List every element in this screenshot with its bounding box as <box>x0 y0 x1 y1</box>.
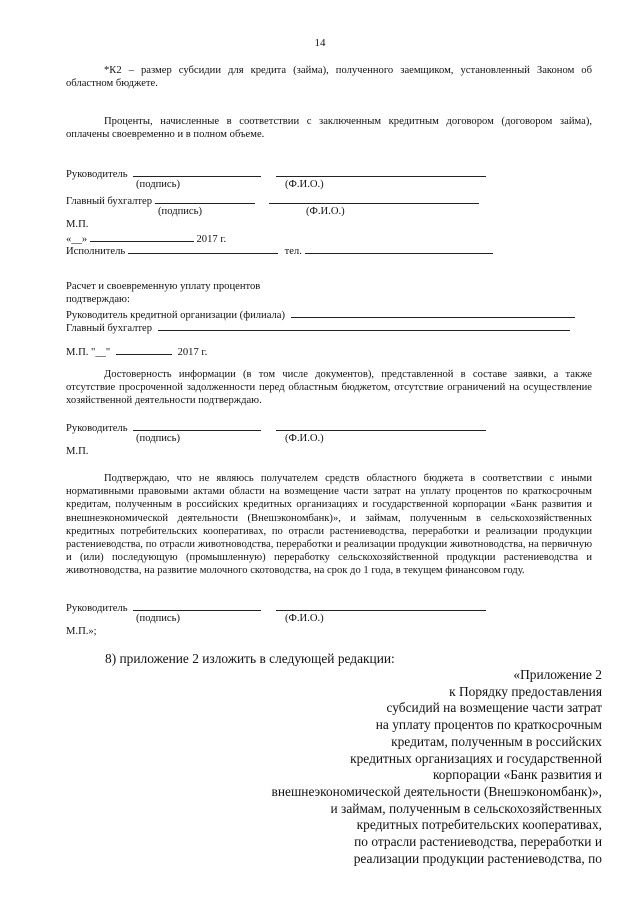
date-month-field <box>90 231 194 242</box>
signature-field <box>133 166 261 177</box>
footnote-k2: *К2 – размер субсидии для кредита (займа), полученного заемщиком, установленный Законом об областном бюджете. <box>66 65 592 90</box>
signature-caption: (подпись) <box>136 613 180 624</box>
name-field <box>276 420 486 431</box>
appendix-line: кредитных организациях и государственной <box>350 750 602 766</box>
name-caption: (Ф.И.О.) <box>285 613 324 624</box>
stamp-place: М.П. <box>66 219 89 230</box>
phone-label: тел. <box>284 246 302 257</box>
signature-caption: (подпись) <box>158 206 202 217</box>
reliability-statement: Достоверность информации (в том числе документов), представленной в составе заявки, а также отсутствие просроченной задолженности перед областным бюджетом, отсутствие ограничений на осуществление хозяйственной деятельности подтверждаю. <box>66 369 592 407</box>
head-signature-line-3 <box>66 600 486 614</box>
date-suffix: 2017 г. <box>196 234 227 245</box>
executor-label: Исполнитель <box>66 246 126 257</box>
appendix-line: реализации продукции растениеводства, по <box>353 850 602 866</box>
phone-field <box>305 243 493 254</box>
appendix-line: «Приложение 2 <box>513 667 602 682</box>
stamp-place: М.П. <box>66 446 89 457</box>
stamp-place: М.П.»; <box>66 626 97 637</box>
bank-accountant-line <box>66 320 570 334</box>
appendix-line: к Порядку предоставления <box>449 683 602 699</box>
head-label: Руководитель <box>66 423 128 434</box>
appendix-line: и займам, полученным в сельскохозяйственных <box>330 800 602 816</box>
name-field <box>276 600 486 611</box>
date-prefix: «__» <box>66 234 88 245</box>
interest-statement: Проценты, начисленные в соответствии с заключенным кредитным договором (договором займа), оплачены своевременно и в полном объеме. <box>66 116 592 141</box>
bank-mp-date-prefix: М.П. "__" <box>66 347 111 358</box>
confirmation-statement: Подтверждаю, что не являюсь получателем средств областного бюджета в соответствии с иными нормативными правовыми актами области на возмещение части затрат на уплату процентов по краткосрочным кредитам, полученным в российских кредитных организациях и государственной корпорации «Банк развития и внешнеэкономической деятельности (Внешэкономбанк)», и займам, полученным в сельскохозяйственных кредитных потребительских кооперативах, по отрасли растениеводства, переработки и реализации продукции растениеводства, по отрасли животноводства, переработки и реализации продукции животноводства, на первичную и (или) последующую (промышленную) переработку сельскохозяйственной продукции растениеводства и животноводства, на развитие молочного скотоводства, на срок до 1 года, в текущем финансовом году. <box>66 473 592 577</box>
accountant-label: Главный бухгалтер <box>66 196 153 207</box>
head-label: Руководитель <box>66 169 128 180</box>
bank-date-suffix: 2017 г. <box>177 347 208 358</box>
executor-field <box>128 243 278 254</box>
appendix-line: кредитам, полученным в российских <box>391 733 602 749</box>
appendix-line: по отрасли растениеводства, переработки и <box>354 834 602 850</box>
appendix-line: корпорации «Банк развития и <box>432 767 602 783</box>
head-signature-line-2 <box>66 420 486 434</box>
name-caption: (Ф.И.О.) <box>285 179 324 190</box>
page-number: 14 <box>314 37 326 49</box>
signature-field <box>133 600 261 611</box>
accountant-signature-line <box>66 193 479 207</box>
appendix-line: внешнеэкономической деятельности (Внешэкономбанк)», <box>271 783 602 799</box>
head-label: Руководитель <box>66 603 128 614</box>
bank-head-line <box>66 307 575 321</box>
bank-stamp-date-line <box>66 344 207 358</box>
name-caption: (Ф.И.О.) <box>285 433 324 444</box>
head-signature-line <box>66 166 486 180</box>
bank-head-field <box>291 307 575 318</box>
appendix-line: субсидий на возмещение части затрат <box>386 700 602 716</box>
bank-accountant-label: Главный бухгалтер <box>66 323 153 334</box>
item-8-heading: 8) приложение 2 изложить в следующей редакции: <box>105 651 395 666</box>
name-caption: (Ф.И.О.) <box>306 206 345 217</box>
bank-accountant-field <box>158 320 570 331</box>
signature-caption: (подпись) <box>136 433 180 444</box>
signature-field <box>155 193 255 204</box>
signature-caption: (подпись) <box>136 179 180 190</box>
calc-confirm-line2: подтверждаю: <box>66 294 130 305</box>
bank-head-label: Руководитель кредитной организации (филиала) <box>66 310 286 321</box>
appendix-header <box>182 667 602 867</box>
calc-confirm-line1: Расчет и своевременную уплату процентов <box>66 281 261 292</box>
appendix-line: кредитных потребительских кооперативах, <box>356 817 602 833</box>
bank-date-month-field <box>116 344 172 355</box>
signature-field <box>133 420 261 431</box>
name-field <box>276 166 486 177</box>
appendix-line: на уплату процентов по краткосрочным <box>375 717 602 733</box>
name-field <box>269 193 479 204</box>
executor-line <box>66 243 493 257</box>
